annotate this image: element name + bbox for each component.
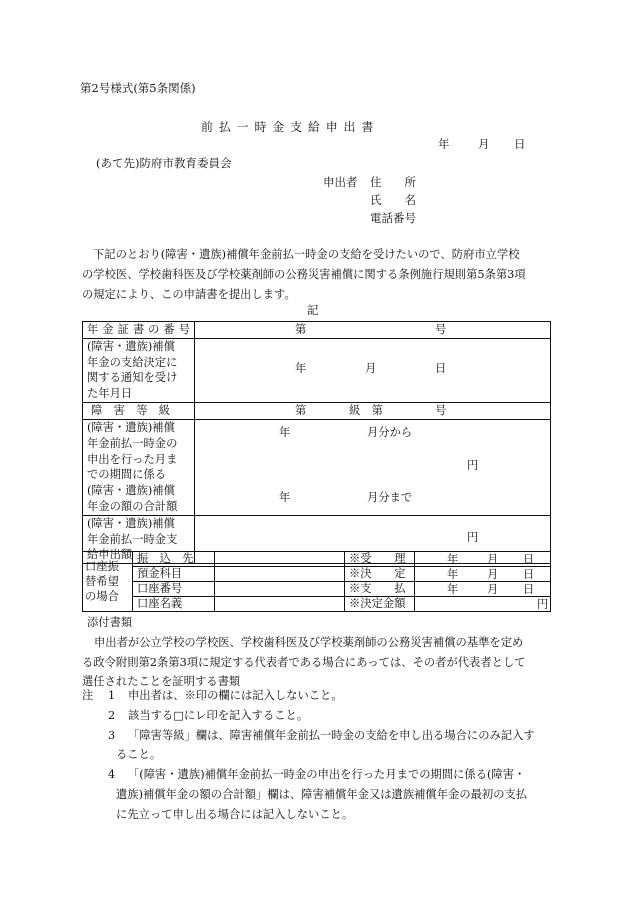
note-text: 該当する□にレ印を記入すること。	[128, 708, 309, 722]
attachments-section	[82, 613, 552, 692]
label-line: 年金の支給決定に	[87, 355, 178, 369]
from-month: 月分から	[367, 425, 413, 439]
label-line: (障害・遺族)補償	[87, 484, 175, 498]
addressee: (あて先)防府市教育委員会	[96, 156, 232, 170]
date-day: 日	[514, 137, 526, 151]
receipt-month: 月	[487, 553, 499, 566]
note-item-4	[82, 765, 552, 785]
notice-year: 年	[295, 361, 307, 375]
account-value-holder[interactable]	[215, 597, 345, 612]
notes-section	[82, 686, 552, 824]
label-line: 年金の額の合計額	[87, 499, 178, 513]
note-text: 「(障害・遺族)補償年金前払一時金の申出を行った月までの期間に係る(障害・	[128, 768, 526, 782]
label-line: 関する通知を受け	[87, 371, 178, 385]
office-mark-payment: ※支 払	[345, 582, 415, 597]
office-date-decision	[415, 567, 551, 582]
applicant-name-label: 氏 名	[370, 193, 416, 207]
account-row-bank	[83, 552, 551, 567]
account-group-label	[83, 552, 133, 612]
note-text: 遺族)補償年金の額の合計額」欄は、障害補償年金又は遺族補償年金の最初の支払	[116, 787, 528, 801]
total-yen: 円	[467, 458, 479, 472]
intro-paragraph	[82, 245, 552, 304]
account-value-type[interactable]	[215, 567, 345, 582]
note-item-2	[82, 706, 552, 726]
from-year: 年	[279, 425, 291, 439]
intro-line: の学校医、学校歯科医及び学校薬剤師の公務災害補償に関する条例施行規則第5条第3項	[82, 267, 526, 281]
office-amount	[415, 597, 551, 612]
note-text: ること。	[116, 748, 162, 762]
applicant-label: 申出者	[323, 175, 358, 189]
account-item-bank: 振 込 先	[133, 552, 215, 567]
request-yen: 円	[467, 530, 479, 544]
application-table	[82, 321, 551, 564]
attachments-title: 添付書類	[87, 616, 133, 629]
applicant-address-label: 住 所	[370, 175, 416, 189]
account-row-number	[83, 582, 551, 597]
cert-go: 号	[435, 323, 447, 336]
to-year: 年	[279, 490, 291, 504]
account-table	[82, 551, 551, 612]
note-text: 「障害等級」欄は、障害補償年金前払一時金の支給を申し出る場合にのみ記入す	[128, 728, 535, 742]
note-text: 申出者は、※印の欄には記入しないこと。	[128, 689, 343, 702]
label-line: 年金前払一時金支	[87, 532, 178, 546]
label-line: 口座振	[85, 559, 119, 573]
table-row-disability-grade	[83, 403, 551, 420]
label-line: の場合	[85, 590, 119, 604]
notice-date-label	[83, 338, 195, 402]
decision-month: 月	[487, 568, 499, 581]
table-row-notice-date	[83, 338, 551, 402]
table-row-pension-total	[83, 419, 551, 515]
note-item-3	[82, 726, 552, 746]
ki-label: 記	[307, 303, 319, 317]
payment-month: 月	[487, 583, 499, 596]
disability-grade-field[interactable]	[195, 403, 551, 420]
account-item-type: 預金科目	[133, 567, 215, 582]
label-line: 申出を行った月ま	[87, 452, 178, 466]
receipt-day: 日	[523, 553, 535, 566]
date-month: 月	[478, 137, 490, 151]
account-item-number: 口座番号	[133, 582, 215, 597]
notice-month: 月	[365, 361, 377, 375]
label-line: (障害・遺族)補償	[87, 516, 175, 530]
notice-day: 日	[435, 361, 447, 375]
table-row-certificate-number	[83, 322, 551, 339]
label-line: 年金前払一時金の	[87, 436, 178, 450]
grade-kyu-dai: 級 第	[349, 404, 383, 418]
label-line: 給申出額	[87, 548, 133, 562]
to-month: 月分まで	[367, 490, 413, 504]
label-line: での期間に係る	[87, 468, 167, 482]
office-mark-amount: ※決定金額	[345, 597, 415, 612]
office-date-receipt	[415, 552, 551, 567]
decision-year: 年	[447, 568, 459, 581]
applicant-phone-label: 電話番号	[370, 211, 416, 225]
grade-go: 号	[435, 404, 447, 418]
account-value-bank[interactable]	[215, 552, 345, 567]
label-line: た年月日	[87, 387, 133, 401]
label-line: (障害・遺族)補償	[87, 420, 175, 434]
intro-line: の規定により、この申請書を提出します。	[82, 287, 296, 301]
date-year: 年	[438, 137, 450, 151]
amount-yen: 円	[537, 598, 549, 611]
label-line: 替希望	[85, 574, 119, 588]
attachments-line: 選任されたことを証明する書類	[82, 675, 241, 689]
certificate-number-field[interactable]	[195, 322, 551, 339]
form-id: 第2号様式(第5条関係)	[80, 81, 196, 95]
certificate-number-label: 年金証書の番号	[83, 322, 195, 339]
cert-dai: 第	[295, 323, 307, 336]
account-item-holder: 口座名義	[133, 597, 215, 612]
note-item-1	[82, 686, 552, 706]
decision-day: 日	[523, 568, 535, 581]
pension-total-label	[83, 419, 195, 515]
note-number: 1	[108, 689, 116, 702]
payment-day: 日	[523, 583, 535, 596]
note-number: 3	[108, 728, 116, 742]
pension-total-field[interactable]	[195, 419, 551, 515]
notes-label: 注	[82, 689, 94, 702]
page-title: 前 払 一 時 金 支 給 申 出 書	[201, 120, 375, 134]
attachments-line: る政令附則第2条第3項に規定する代表者である場合にあっては、その者が代表者として	[82, 655, 526, 669]
intro-line: 下記のとおり(障害・遺族)補償年金前払一時金の支給を受けたいので、防府市立学校	[93, 248, 520, 261]
payment-year: 年	[447, 583, 459, 596]
account-row-type	[83, 567, 551, 582]
note-number: 4	[108, 768, 116, 782]
receipt-year: 年	[447, 553, 459, 566]
office-date-payment	[415, 582, 551, 597]
label-line: (障害・遺族)補償	[87, 339, 175, 353]
notice-date-field[interactable]	[195, 338, 551, 402]
disability-grade-label: 障 害 等 級	[83, 403, 195, 420]
grade-dai: 第	[295, 404, 307, 418]
office-mark-decision: ※決 定	[345, 567, 415, 582]
office-mark-receipt: ※受 理	[345, 552, 415, 567]
account-value-number[interactable]	[215, 582, 345, 597]
note-number: 2	[108, 708, 116, 722]
note-text: に先立って申し出る場合には記入しないこと。	[116, 807, 354, 821]
attachments-line: 申出者が公立学校の学校医、学校歯科医及び学校薬剤師の公務災害補償の基準を定め	[94, 635, 524, 649]
account-row-holder	[83, 597, 551, 612]
